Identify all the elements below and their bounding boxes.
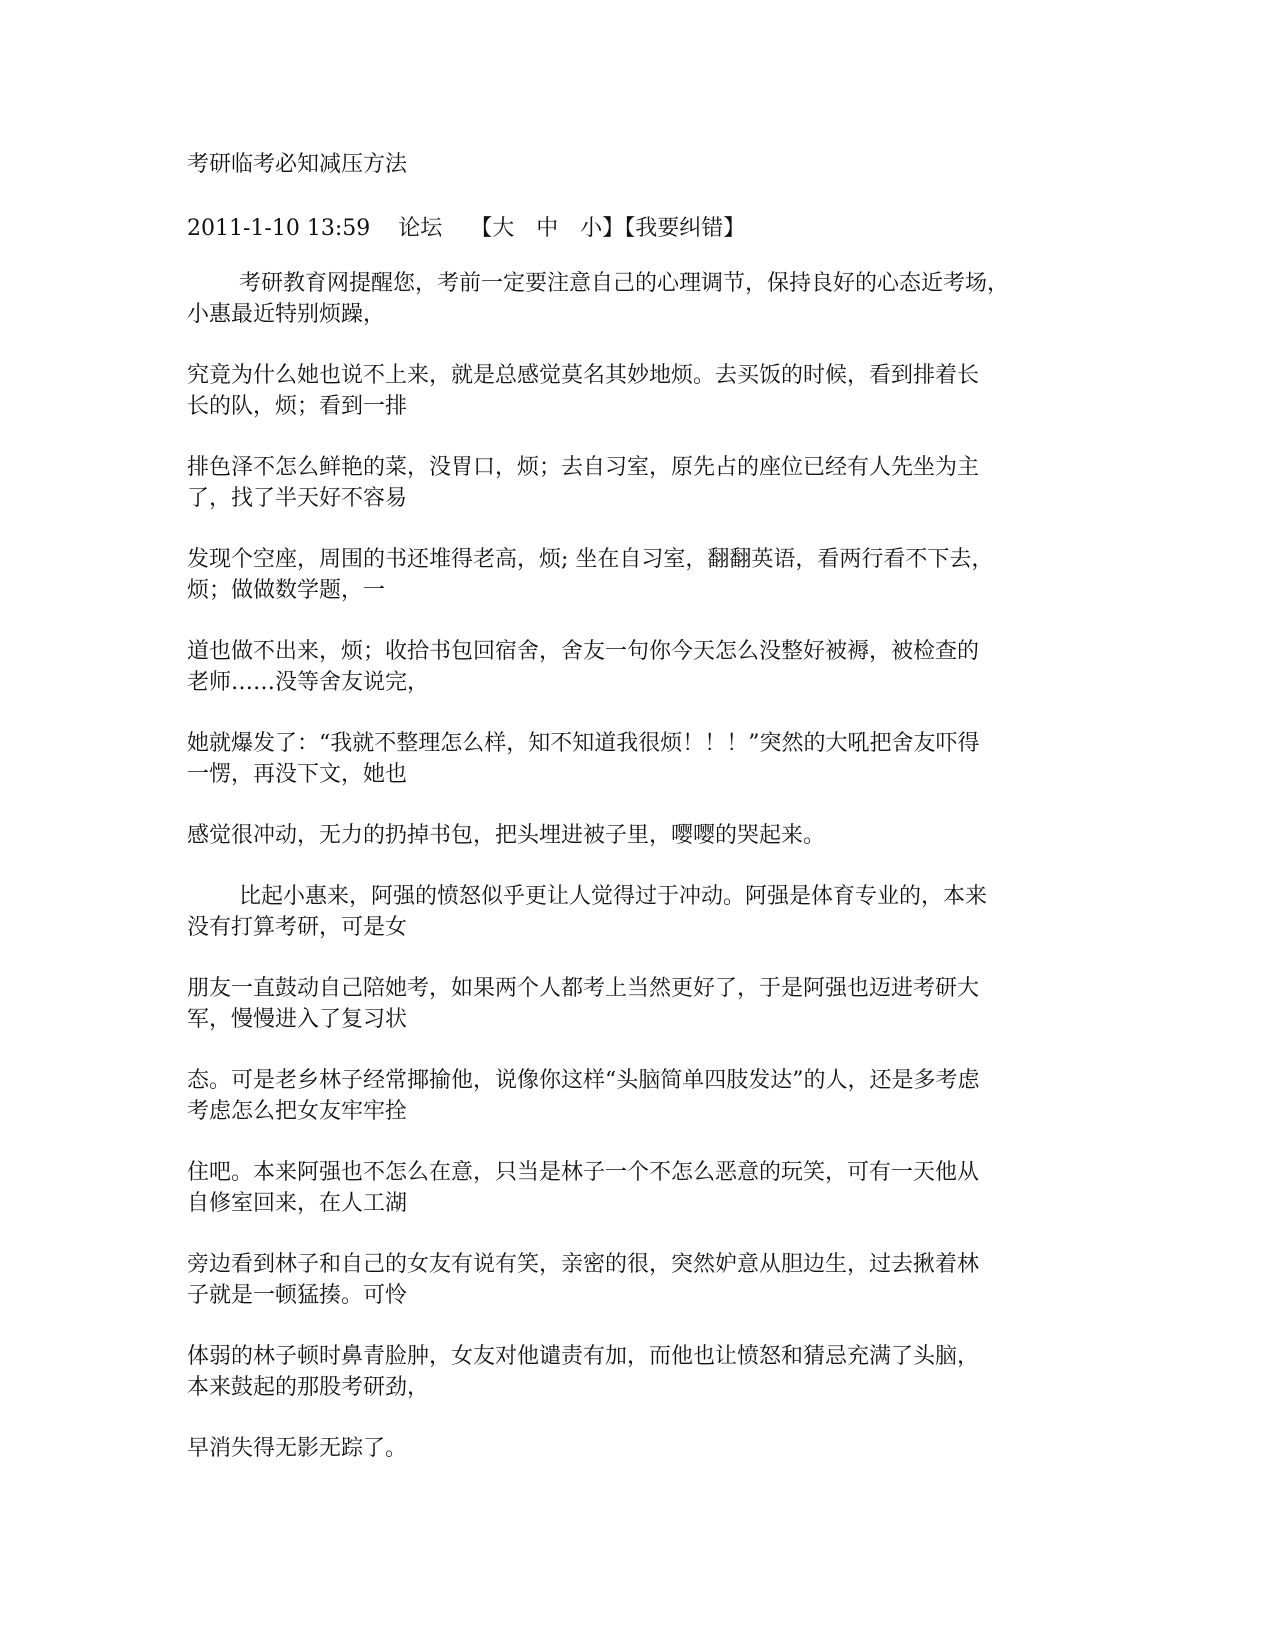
paragraph-line: 考研教育网提醒您，考前一定要注意自己的心理调节，保持良好的心态近考场，: [239, 271, 1010, 296]
paragraph-line: 排色泽不怎么鲜艳的菜，没胃口，烦；去自习室，原先占的座位已经有人先坐为主: [187, 455, 980, 480]
paragraph-line: 早消失得无影无踪了。: [187, 1436, 408, 1461]
paragraph-line: 一愣，再没下文，她也: [187, 762, 408, 787]
paragraph: [187, 268, 1092, 330]
paragraph-line: 没有打算考研，可是女: [187, 915, 408, 940]
paragraph-line: 住吧。本来阿强也不怎么在意，只当是林子一个不怎么恶意的玩笑，可有一天他从: [187, 1160, 980, 1185]
paragraph: [187, 544, 1092, 606]
article-body: [187, 268, 1092, 1464]
paragraph: [187, 881, 1092, 943]
paragraph-line: 究竟为什么她也说不上来，就是总感觉莫名其妙地烦。去买饭的时候，看到排着长: [187, 363, 980, 388]
paragraph: [187, 728, 1092, 790]
paragraph-line: 朋友一直鼓动自己陪她考，如果两个人都考上当然更好了，于是阿强也迈进考研大: [187, 976, 980, 1001]
report-error-link[interactable]: 【我要纠错】: [624, 216, 746, 241]
paragraph-line: 道也做不出来，烦；收拾书包回宿舍，舍友一句你今天怎么没整好被褥，被检查的: [187, 639, 980, 664]
paragraph-line: 军，慢慢进入了复习状: [187, 1007, 408, 1032]
paragraph-line: 她就爆发了：“我就不整理怎么样，知不知道我很烦！！！”突然的大吼把舍友吓得: [187, 731, 980, 756]
paragraph: [187, 636, 1092, 698]
paragraph-line: 了，找了半天好不容易: [187, 486, 408, 511]
document-page: [187, 148, 1092, 1494]
paragraph-line: 体弱的林子顿时鼻青脸肿，女友对他谴责有加，而他也让愤怒和猜忌充满了头脑，: [187, 1344, 980, 1369]
publish-datetime: 2011-1-10 13:59: [187, 216, 371, 241]
paragraph: [187, 1433, 1092, 1464]
paragraph: [187, 820, 1092, 851]
paragraph: [187, 452, 1092, 514]
paragraph-line: 态。可是老乡林子经常揶揄他，说像你这样“头脑简单四肢发达”的人，还是多考虑: [187, 1068, 980, 1093]
paragraph-line: 小惠最近特别烦躁，: [187, 302, 386, 327]
paragraph: [187, 973, 1092, 1035]
paragraph-line: 考虑怎么把女友牢牢拴: [187, 1099, 408, 1124]
paragraph: [187, 1249, 1092, 1311]
paragraph-line: 自修室回来，在人工湖: [187, 1191, 408, 1216]
paragraph: [187, 1065, 1092, 1127]
source-label: 论坛: [398, 216, 443, 241]
paragraph-line: 子就是一顿猛揍。可怜: [187, 1283, 408, 1308]
paragraph: [187, 1341, 1092, 1403]
paragraph-line: 感觉很冲动，无力的扔掉书包，把头埋进被子里，嘤嘤的哭起来。: [187, 823, 826, 848]
paragraph: [187, 1157, 1092, 1219]
paragraph-line: 旁边看到林子和自己的女友有说有笑，亲密的很，突然妒意从胆边生，过去揪着林: [187, 1252, 980, 1277]
paragraph-line: 发现个空座，周围的书还堆得老高，烦; 坐在自习室，翻翻英语，看两行看不下去，: [187, 547, 994, 572]
paragraph: [187, 360, 1092, 422]
article-meta: [187, 212, 1092, 246]
font-size-selector[interactable]: 【大 中 小】: [470, 216, 625, 241]
paragraph-line: 烦；做做数学题，一: [187, 578, 386, 603]
paragraph-line: 老师……没等舍友说完，: [187, 670, 430, 695]
paragraph-line: 本来鼓起的那股考研劲，: [187, 1375, 430, 1400]
paragraph-line: 比起小惠来，阿强的愤怒似乎更让人觉得过于冲动。阿强是体育专业的，本来: [239, 884, 988, 909]
paragraph-line: 长的队，烦；看到一排: [187, 394, 408, 419]
article-title: 考研临考必知减压方法: [187, 152, 408, 177]
